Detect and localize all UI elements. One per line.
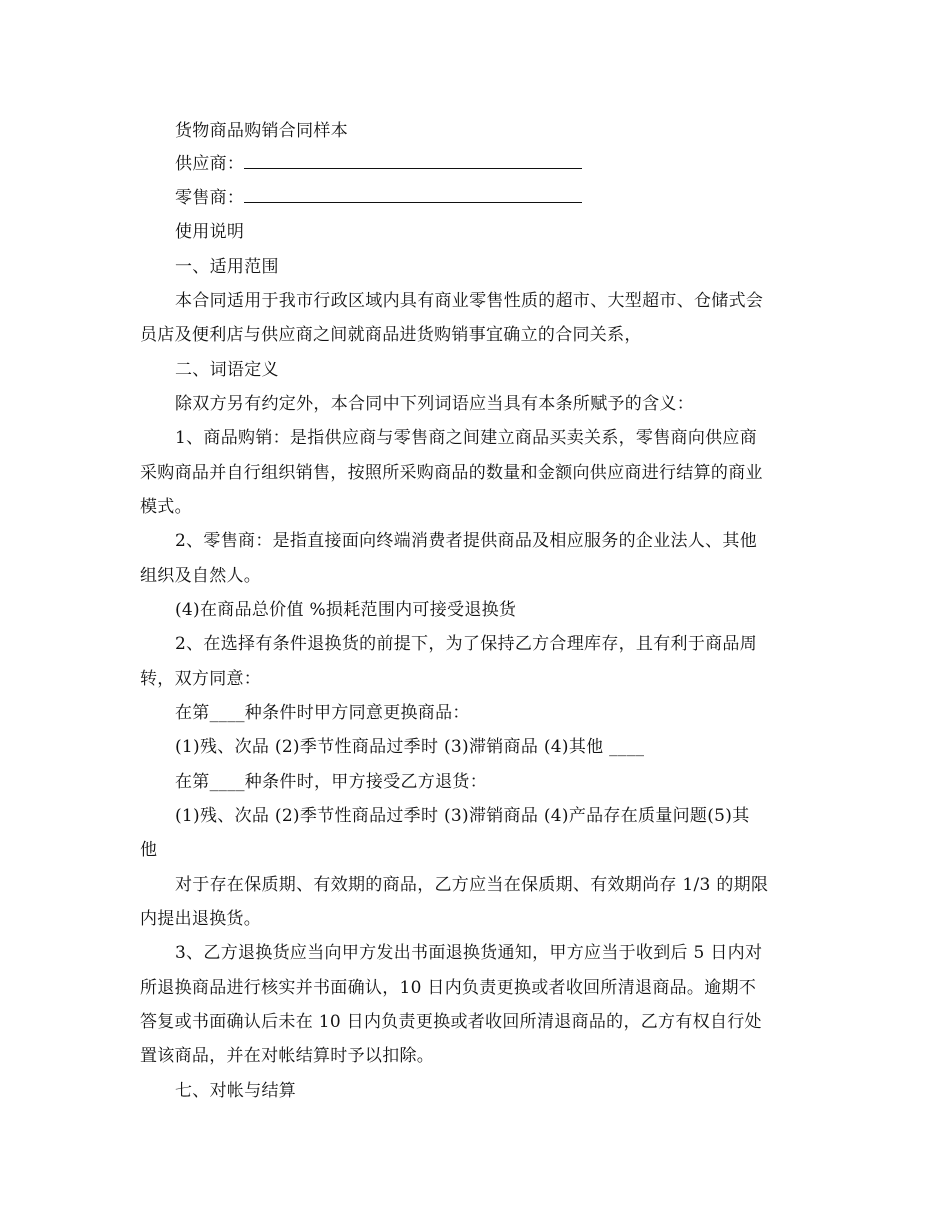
section2-intro: 除双方另有约定外，本合同中下列词语应当具有本条所赋予的含义： xyxy=(175,394,694,414)
return-condition: 在第____种条件时，甲方接受乙方退货： xyxy=(175,772,487,792)
section1-paragraph-line2: 员店及便利店与供应商之间就商品进货购销事宜确立的合同关系， xyxy=(140,325,642,345)
section7-heading: 七、对帐与结算 xyxy=(175,1081,297,1101)
retailer-blank xyxy=(244,186,582,203)
retailer-line xyxy=(175,185,582,211)
return-options-line2: 他 xyxy=(140,840,158,860)
definition2-line2: 组织及自然人。 xyxy=(140,566,262,586)
definition1-line3: 模式。 xyxy=(140,497,192,517)
definition1-line2: 采购商品并自行组织销售，按照所采购商品的数量和金额向供应商进行结算的商业 xyxy=(140,463,763,483)
clause3-line1: 3、乙方退换货应当向甲方发出书面退换货通知，甲方应当于收到后 5 日内对 xyxy=(175,943,763,963)
supplier-label: 供应商： xyxy=(175,154,245,174)
supplier-blank xyxy=(244,152,582,169)
definition1-line1: 1、商品购销：是指供应商与零售商之间建立商品买卖关系，零售商向供应商 xyxy=(175,428,758,448)
shelf-life-line2: 内提出退换货。 xyxy=(140,909,262,929)
exchange-condition: 在第____种条件时甲方同意更换商品： xyxy=(175,703,470,723)
definition2-line1: 2、零售商：是指直接面向终端消费者提供商品及相应服务的企业法人、其他 xyxy=(175,531,758,551)
clause3-line3: 答复或书面确认后未在 10 日内负责更换或者收回所清退商品的，乙方有权自行处 xyxy=(140,1012,762,1032)
return-options-line1: (1)残、次品 (2)季节性商品过季时 (3)滞销商品 (4)产品存在质量问题(5)其 xyxy=(175,806,750,826)
shelf-life-line1: 对于存在保质期、有效期的商品，乙方应当在保质期、有效期尚存 1/3 的期限 xyxy=(175,875,769,895)
item4-line: (4)在商品总价值 %损耗范围内可接受退换货 xyxy=(175,600,517,620)
clause2-line1: 2、在选择有条件退换货的前提下，为了保持乙方合理库存，且有利于商品周 xyxy=(175,634,758,654)
clause2-line2: 转，双方同意： xyxy=(140,669,262,689)
section1-paragraph-line1: 本合同适用于我市行政区域内具有商业零售性质的超市、大型超市、仓储式会 xyxy=(175,291,764,311)
exchange-options: (1)残、次品 (2)季节性商品过季时 (3)滞销商品 (4)其他 ____ xyxy=(175,737,645,757)
clause3-line4: 置该商品，并在对帐结算时予以扣除。 xyxy=(140,1046,435,1066)
usage-heading: 使用说明 xyxy=(175,222,245,242)
supplier-line xyxy=(175,151,582,177)
section2-heading: 二、词语定义 xyxy=(175,360,279,380)
document-title: 货物商品购销合同样本 xyxy=(175,121,348,141)
section1-heading: 一、适用范围 xyxy=(175,257,279,277)
retailer-label: 零售商： xyxy=(175,188,245,208)
clause3-line2: 所退换商品进行核实并书面确认，10 日内负责更换或者收回所清退商品。逾期不 xyxy=(140,978,757,998)
